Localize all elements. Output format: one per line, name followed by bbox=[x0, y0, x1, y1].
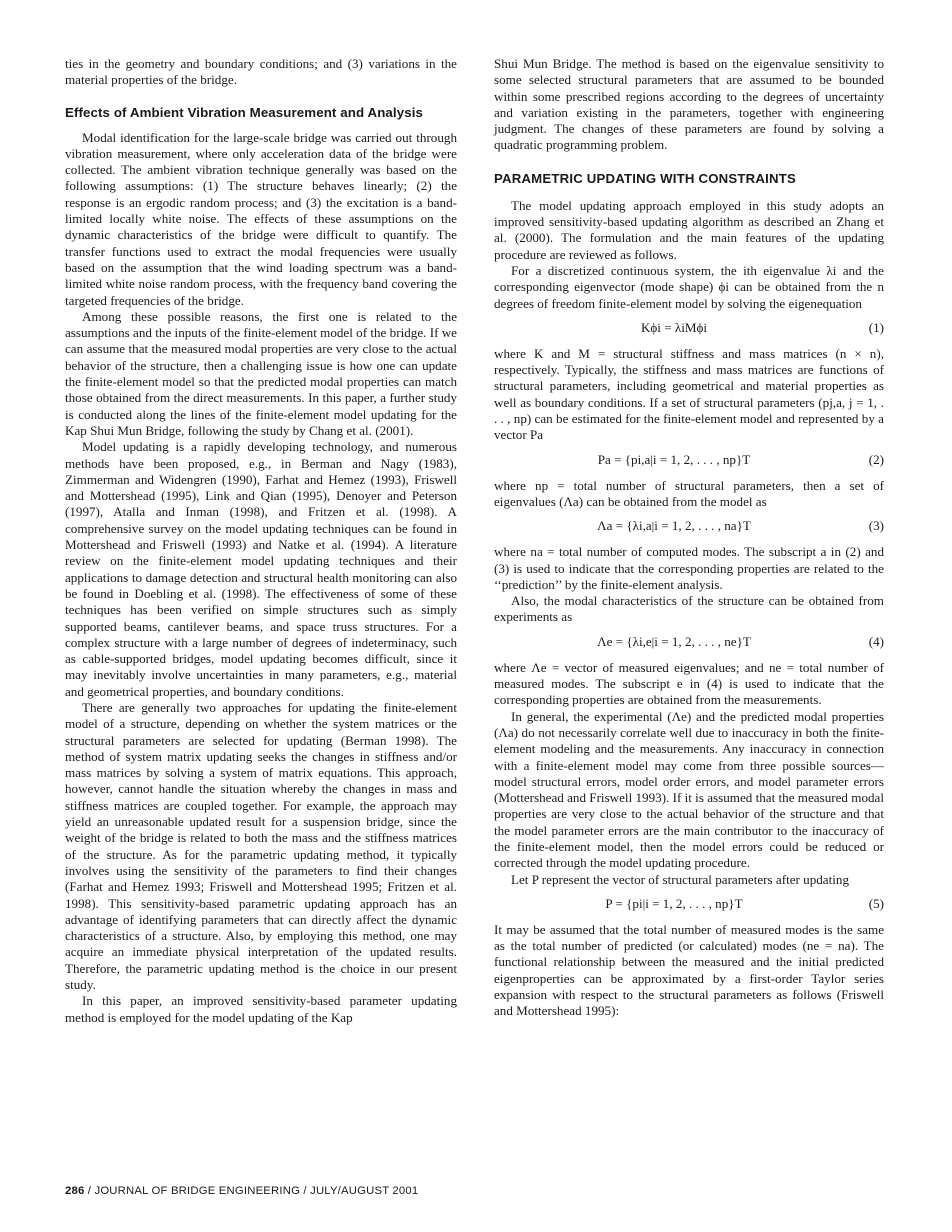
left-column bbox=[65, 56, 457, 1026]
paragraph: Among these possible reasons, the first one is related to the assumptions and the inputs of the finite-element model of the bridge. If we can assume that the measured modal properties are very close to the actual behavior of the structure, then a challenging issue is how one can update the finite-element model so that the predicted modal properties can match those obtained from the direct measurements. In this paper, a further study is conducted along the lines of the finite-element model updating for the Kap Shui Mun Bridge, following the study by Chang et al. (2001). bbox=[65, 308, 457, 438]
paragraph: It may be assumed that the total number of measured modes is the same as the total number of predicted (or calculated) modes (ne = na). The functional relationship between the measured and the initial predicted eigenproperties can be approximated by a first-order Taylor series expansion with respect to the structural parameters as follows (Friswell and Mottershead 1995): bbox=[494, 921, 884, 1019]
paragraph: where Λe = vector of measured eigenvalues; and ne = total number of measured modes. The subscript e in (4) is used to indicate that the corresponding properties are obtained from the measurements. bbox=[494, 659, 884, 708]
right-column bbox=[494, 56, 884, 1020]
paragraph: There are generally two approaches for updating the finite-element model of a structure, depending on whether the system matrices or the structural parameters are selected for updating (Berman 1998). The method of system matrix updating seeks the changes in stiffness and/or mass matrices by solving a system of matrix equations. This approach, however, cannot handle the situation whereby the changes in mass and stiffness matrices are coupled together. For example, the approach may yield an unreasonable updated result for a suspension bridge, since the weight of the bridge is related to both the mass and the stiffness matrices of the structure. As for the parametric updating method, it typically involves using the sensitivity of the parameters to find their changes (Farhat and Hemez 1993; Friswell and Mottershead 1995; Fritzen et al. 1998). This sensitivity-based parametric updating approach has an advantage of identifying parameters that can directly affect the dynamic characteristics of a structure. Also, by employing this method, one may acquire an immediate physical interpretation of the updated results. Therefore, the parametric updating method is the choice in our present study. bbox=[65, 699, 457, 993]
paragraph: Model updating is a rapidly developing technology, and numerous methods have been proposed, e.g., in Berman and Nagy (1983), Zimmerman and Widengren (1990), Farhat and Hemez (1993), Friswell and Mottershead (1995), Link and Qian (1995), Denoyer and Peterson (1997), Atalla and Inman (1998), and Fritzen et al. (1998). A comprehensive survey on the model updating techniques can be found in Mottershead and Friswell (1993) and Natke et al. (1994). A literature review on the finite-element model updating techniques and their applications to damage detection and structural health monitoring can also be found in Doebling et al. (1998). The effectiveness of some of these techniques has been verified on simple structures such as simply supported beams, cantilever beams, and space truss structures. For a complex structure with a large number of degrees of indeterminacy, such as cable-supported bridges, model updating becomes difficult, since it may inevitably involve uncertainties in many parameters, e.g., material and geometrical properties, and boundary conditions. bbox=[65, 439, 457, 699]
equation-formula: Λa = {λi,a|i = 1, 2, . . . , na}T bbox=[597, 518, 751, 534]
section-heading: PARAMETRIC UPDATING WITH CONSTRAINTS bbox=[494, 170, 796, 186]
paragraph: ties in the geometry and boundary conditions; and (3) variations in the material properties of the bridge. bbox=[65, 56, 457, 88]
page-number: 286 bbox=[65, 1185, 85, 1197]
equation-number: (1) bbox=[868, 319, 884, 335]
paragraph: Modal identification for the large-scale bridge was carried out through vibration measurement, where only acceleration data of the bridge were collected. The ambient vibration technique generally was based on the following assumptions: (1) The structure behaves linearly; (2) the response is an ergodic random process; and (3) the excitation is a band-limited locally white noise. The effects of these assumptions on the dynamic characteristics of the bridge were difficult to quantify. The transfer functions used to extract the modal frequencies were usually based on the assumption that the wind loading spectrum was a band-limited white noise random process, with the frequency band covering the targeted frequencies of the bridge. bbox=[65, 129, 457, 308]
equation-formula: P = {pi|i = 1, 2, . . . , np}T bbox=[605, 895, 743, 911]
paragraph: where np = total number of structural parameters, then a set of eigenvalues (Λa) can be obtained from the model as bbox=[494, 477, 884, 509]
paragraph: In this paper, an improved sensitivity-based parameter updating method is employed for the model updating of the Kap bbox=[65, 993, 457, 1025]
equation-number: (4) bbox=[868, 633, 884, 649]
paragraph: Also, the modal characteristics of the structure can be obtained from experiments as bbox=[494, 593, 884, 625]
paragraph: Let P represent the vector of structural parameters after updating bbox=[511, 871, 849, 887]
equation-2 bbox=[494, 452, 884, 469]
equation-formula: Pa = {pi,a|i = 1, 2, . . . , np}T bbox=[597, 451, 751, 467]
paragraph: In general, the experimental (Λe) and the predicted modal properties (Λa) do not necessarily correlate well due to inaccuracy in both the finite-element modeling and the measurements. Any inaccuracy in connection with a finite-element model may come from three possible sources—model structural errors, model order errors, and model parameter errors (Mottershead and Friswell 1993). If it is assumed that the measured modal properties are very close to the actual behavior of the structure and that the model parameter errors are the main contributor to the inaccuracy of the finite-element model, then the model errors could be reduced or corrected through the model updating procedure. bbox=[494, 708, 884, 871]
equation-5 bbox=[494, 896, 884, 913]
equation-1 bbox=[494, 320, 884, 337]
paragraph: where K and M = structural stiffness and mass matrices (n × n), respectively. Typically, the stiffness and mass matrices are functions of structural parameters, including geometrical and material properties as well as boundary conditions. If a set of structural parameters (pj,a, j = 1, . . . , np) can be estimated for the finite-element model and represented by a vector Pa bbox=[494, 345, 884, 443]
paragraph: For a discretized continuous system, the ith eigenvalue λi and the corresponding eigenvector (mode shape) ϕi can be obtained from the n degrees of freedom finite-element model by solving the eigenequation bbox=[494, 262, 884, 311]
equation-number: (5) bbox=[868, 895, 884, 911]
equation-formula: Kϕi = λiMϕi bbox=[640, 319, 708, 335]
equation-formula: Λe = {λi,e|i = 1, 2, . . . , ne}T bbox=[597, 633, 751, 649]
paragraph: Shui Mun Bridge. The method is based on the eigenvalue sensitivity to some selected structural parameters that are assumed to be bounded within some prescribed regions according to the degrees of uncertainty and variation existing in the parameters, together with engineering judgment. The changes of these parameters are found by solving a quadratic programming problem. bbox=[494, 56, 884, 153]
page-footer bbox=[65, 1185, 418, 1197]
journal-title: / JOURNAL OF BRIDGE ENGINEERING / JULY/AUGUST 2001 bbox=[84, 1185, 419, 1197]
paragraph: The model updating approach employed in this study adopts an improved sensitivity-based updating algorithm as described an Zhang et al. (2000). The formulation and the main features of the updating procedure are reviewed as follows. bbox=[494, 197, 884, 262]
equation-number: (3) bbox=[868, 518, 884, 534]
equation-number: (2) bbox=[868, 451, 884, 467]
subsection-heading: Effects of Ambient Vibration Measurement and Analysis bbox=[65, 104, 423, 120]
equation-3 bbox=[494, 518, 884, 535]
equation-4 bbox=[494, 634, 884, 651]
paragraph: where na = total number of computed modes. The subscript a in (2) and (3) is used to indicate that the corresponding properties are related to the ‘‘prediction’’ by the finite-element analysis. bbox=[494, 544, 884, 592]
